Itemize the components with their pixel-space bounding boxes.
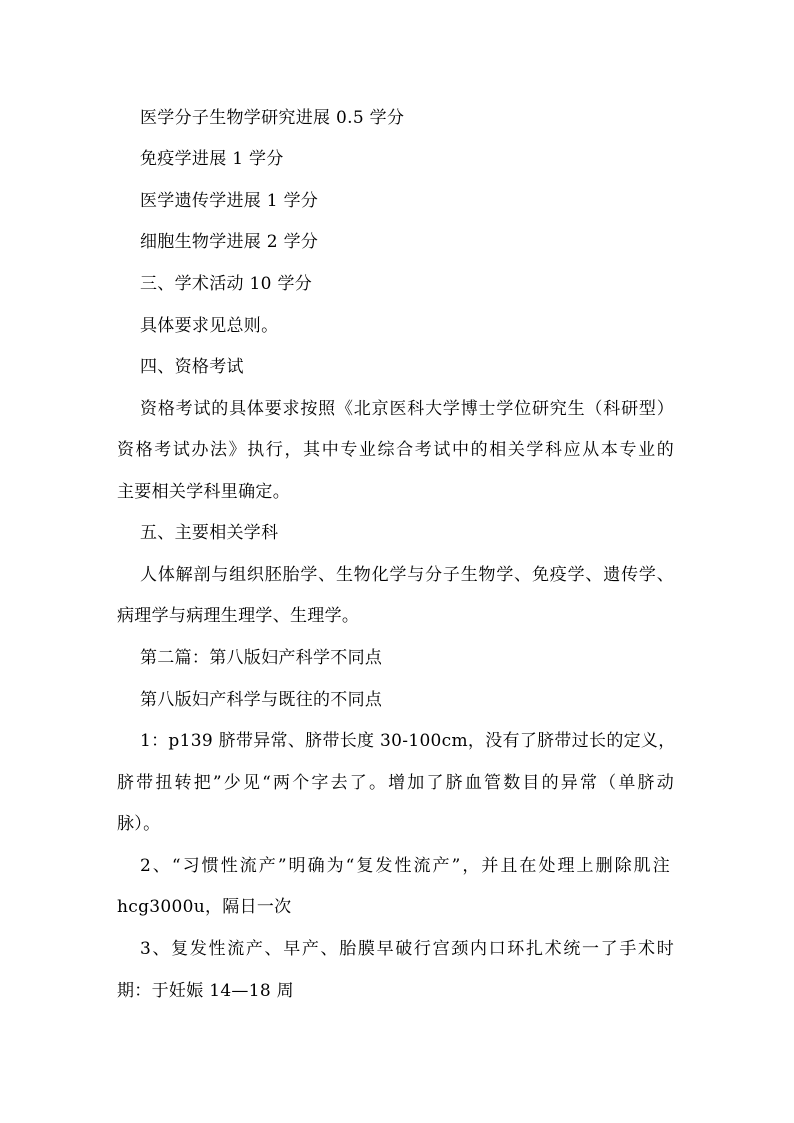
text-line-course-molecular-biology: 医学分子生物学研究进展 0.5 学分: [140, 108, 405, 128]
list-item-line: 脉）。: [117, 814, 161, 834]
paragraph-line: 资格考试办法》执行，其中专业综合考试中的相关学科应从本专业的: [117, 440, 674, 460]
list-item-line: 期：于妊娠 14—18 周: [117, 981, 294, 1001]
list-item-line: 脐带扭转把”少见“两个字去了。增加了脐血管数目的异常（单脐动: [117, 773, 674, 793]
list-item-line: hcg3000u，隔日一次: [117, 897, 292, 917]
text-line-course-medical-genetics: 医学遗传学进展 1 学分: [140, 191, 319, 211]
list-item-line: 3、复发性流产、早产、胎膜早破行宫颈内口环扎术统一了手术时: [140, 939, 674, 959]
section-heading-academic-activities: 三、学术活动 10 学分: [140, 274, 313, 294]
paragraph-line: 人体解剖与组织胚胎学、生物化学与分子生物学、免疫学、遗传学、: [140, 565, 674, 585]
text-line-course-cell-biology: 细胞生物学进展 2 学分: [140, 232, 319, 252]
list-item-line: 1：p139 脐带异常、脐带长度 30-100cm，没有了脐带过长的定义，: [140, 731, 676, 751]
paragraph-line: 资格考试的具体要求按照《北京医科大学博士学位研究生（科研型）: [140, 399, 674, 419]
list-item-line: 2、“习惯性流产”明确为“复发性流产”，并且在处理上删除肌注: [140, 856, 670, 876]
chapter-heading: 第二篇：第八版妇产科学不同点: [140, 648, 383, 668]
paragraph-line: 病理学与病理生理学、生理学。: [117, 606, 360, 626]
section-heading-qualification-exam: 四、资格考试: [140, 357, 244, 377]
text-line-course-immunology: 免疫学进展 1 学分: [140, 149, 284, 169]
subheading: 第八版妇产科学与既往的不同点: [140, 690, 383, 710]
paragraph-line: 主要相关学科里确定。: [117, 482, 290, 502]
section-heading-related-disciplines: 五、主要相关学科: [140, 523, 279, 543]
text-line-requirements-note: 具体要求见总则。: [140, 316, 279, 336]
